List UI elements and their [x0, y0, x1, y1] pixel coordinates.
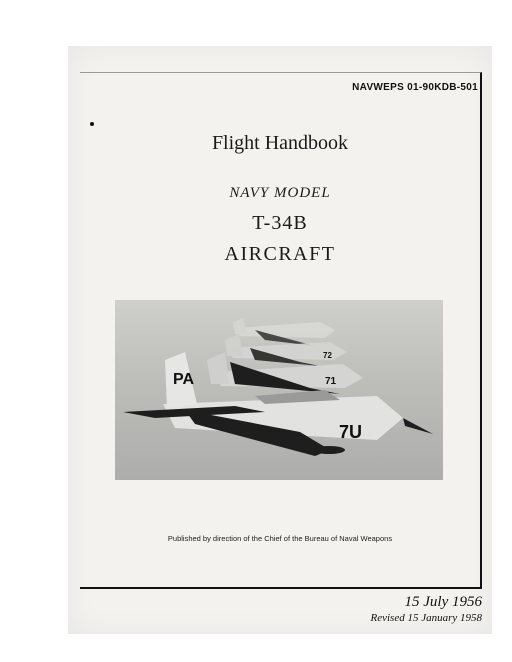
third-aircraft-number: 72: [323, 351, 332, 360]
handbook-title: Flight Handbook: [211, 132, 349, 154]
lead-aircraft-number: 7U: [339, 422, 363, 442]
formation-photo: [115, 300, 443, 480]
aircraft-model: T-34B: [252, 212, 308, 234]
aircraft-kind: AIRCRAFT: [224, 243, 336, 265]
scan-speck: [90, 122, 94, 126]
revision-date: Revised 15 January 1958: [370, 612, 482, 624]
tail-code-label: PA: [173, 371, 195, 388]
formation-photo-drawing: [115, 300, 443, 480]
document-number: NAVWEPS 01-90KDB-501: [352, 82, 478, 93]
publication-date: 15 July 1956: [404, 594, 482, 610]
second-aircraft-number: 71: [325, 376, 337, 387]
publication-caption: Published by direction of the Chief of the Bureau of Naval Weapons: [167, 534, 393, 543]
handbook-subtitle: NAVY MODEL: [229, 185, 331, 201]
